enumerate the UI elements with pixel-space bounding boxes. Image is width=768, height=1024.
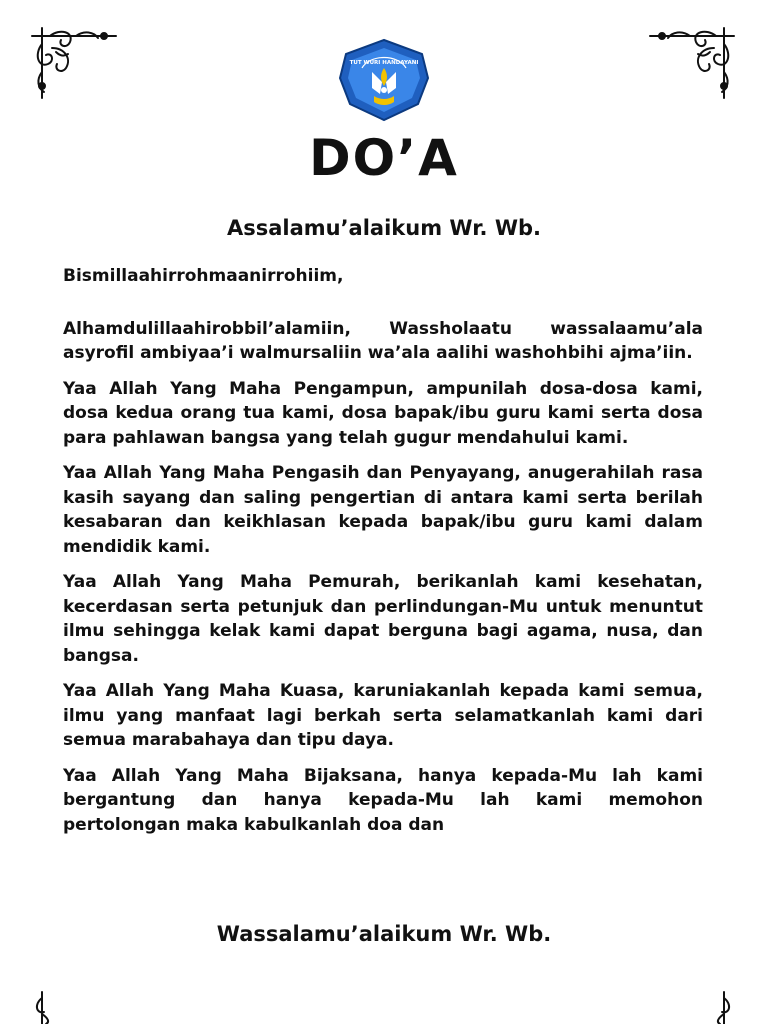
prayer-paragraph: Yaa Allah Yang Maha Pengampun, ampunilah dosa-dosa kami, dosa kedua orang tua kami, dosa bapak/ibu guru kami serta dosa para pahlawan bangsa yang telah gugur mendahului kami. — [63, 378, 703, 448]
opening-greeting: Assalamu’alaikum Wr. Wb. — [226, 216, 542, 240]
tut-wuri-handayani-logo — [336, 38, 432, 122]
closing-greeting: Wassalamu’alaikum Wr. Wb. — [216, 922, 552, 946]
prayer-paragraph: Alhamdulillaahirobbil’alamiin, Wassholaatu wassalaamu’ala asyrofil ambiyaa’i walmursaliin wa’ala aalihi washohbihi ajma’iin. — [63, 318, 703, 363]
corner-ornament-top-right-icon — [640, 26, 736, 102]
prayer-body — [63, 264, 703, 900]
corner-ornament-bottom-right-icon — [640, 990, 736, 1024]
page-title: DO’A — [309, 129, 459, 187]
prayer-paragraph: Yaa Allah Yang Maha Bijaksana, hanya kepada-Mu lah kami bergantung dan hanya kepada-Mu lah kami memohon pertolongan maka kabulkanlah doa dan — [63, 765, 703, 835]
prayer-paragraph: Yaa Allah Yang Maha Pengasih dan Penyayang, anugerahilah rasa kasih sayang dan saling pengertian di antara kami serta berilah kesabaran dan keikhlasan kepada bapak/ibu guru kami dalam mendidik kami. — [63, 463, 703, 557]
corner-ornament-bottom-left-icon — [30, 990, 126, 1024]
corner-ornament-top-left-icon — [30, 26, 126, 102]
prayer-paragraph: Yaa Allah Yang Maha Pemurah, berikanlah kami kesehatan, kecerdasan serta petunjuk dan perlindungan-Mu untuk menuntut ilmu sehingga kelak kami dapat berguna bagi agama, nusa, dan bangsa. — [63, 572, 703, 666]
prayer-paragraph: Bismillaahirrohmaanirrohiim, — [63, 266, 344, 286]
prayer-paragraph: Yaa Allah Yang Maha Kuasa, karuniakanlah kepada kami semua, ilmu yang manfaat lagi berkah serta selamatkanlah kami dari semua marabahaya dan tipu daya. — [63, 681, 703, 750]
logo-motto: TUT WURI HANDAYANI — [349, 60, 419, 66]
